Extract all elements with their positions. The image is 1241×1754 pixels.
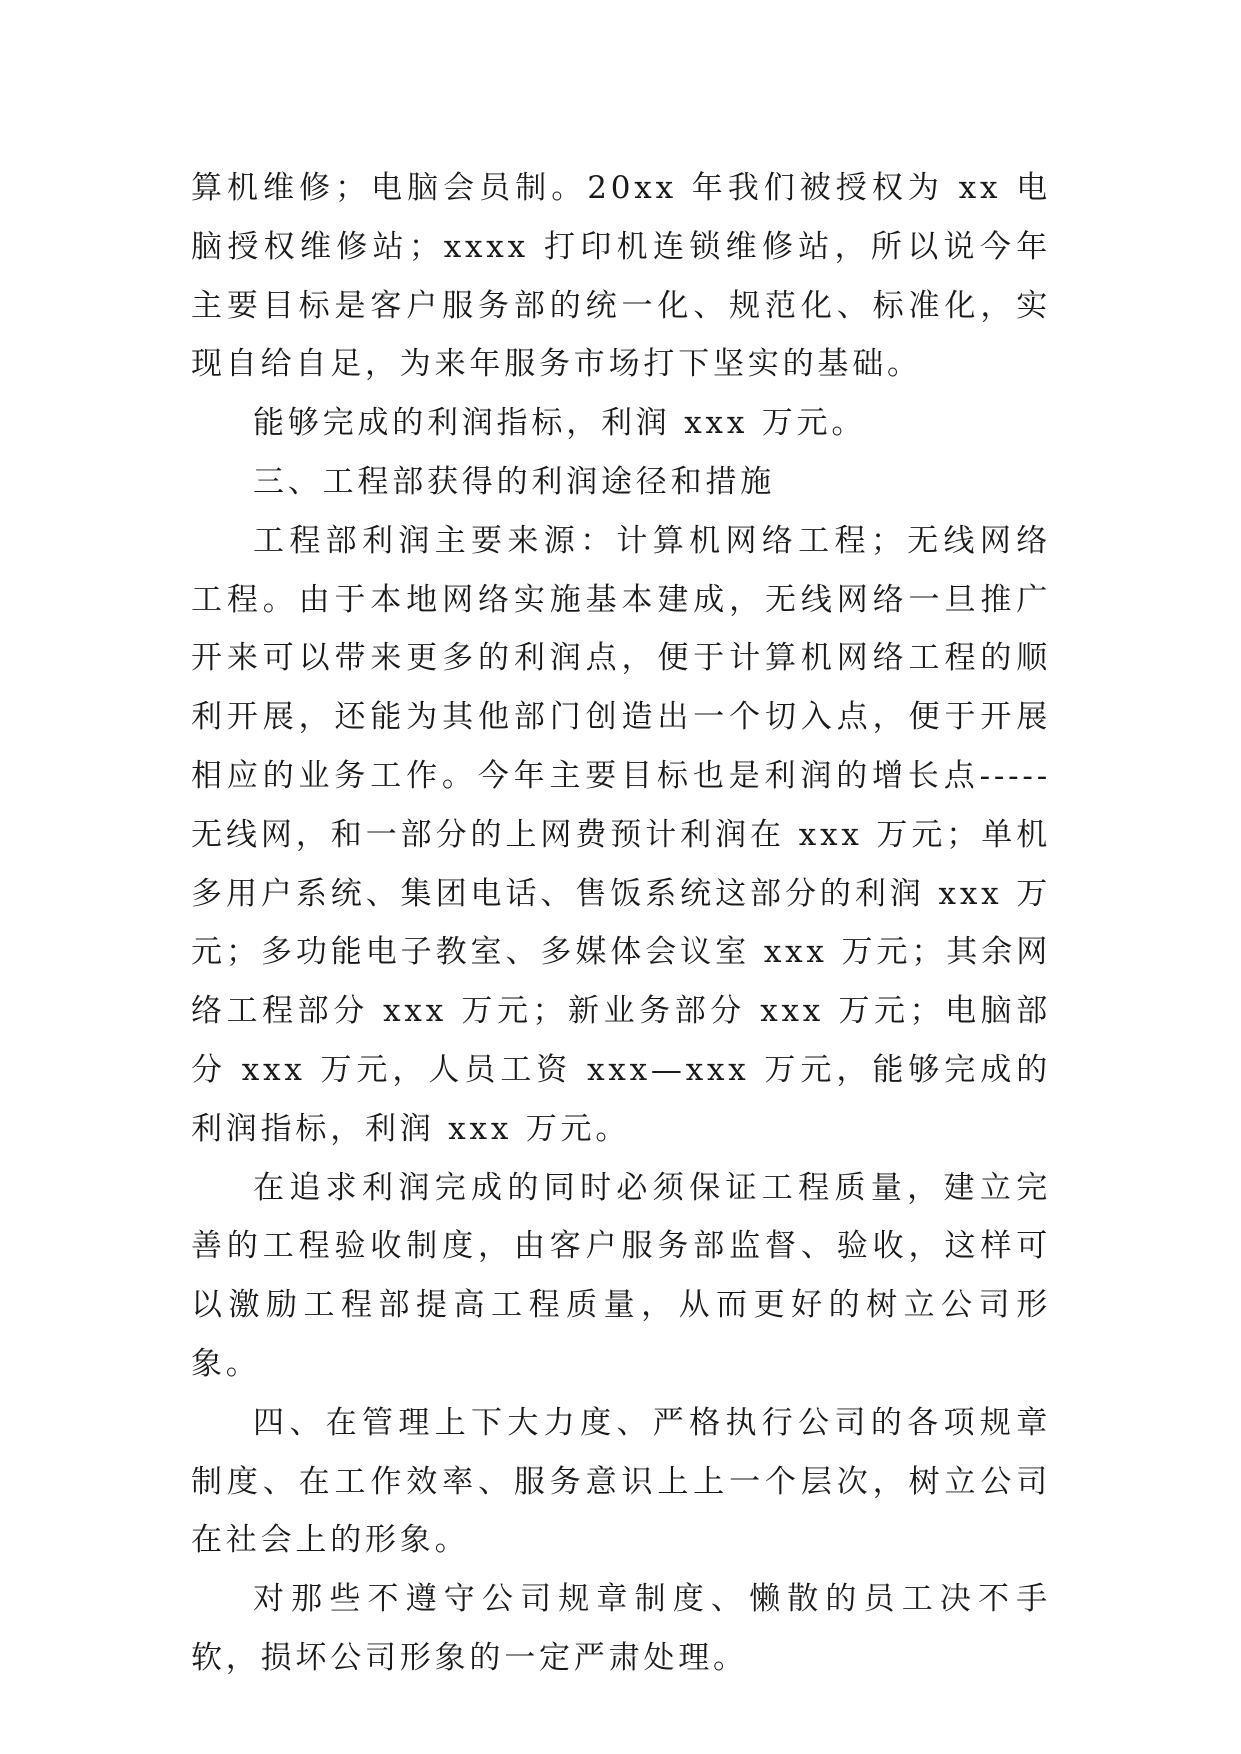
section-heading-engineering: 三、工程部获得的利润途径和措施 [253,463,775,500]
paragraph-engineering-profit: 工程部利润主要来源：计算机网络工程；无线网络工程。由于本地网络实施基本建成，无线网络一旦推广开来可以带来更多的利润点，便于计算机网络工程的顺利开展，还能为其他部门创造出一个切入点，便于开展相应的业务工作。今年主要目标也是利润的增长点-----无线网，和一部分的上网费预计利润在 xxx 万元；单机多用户系统、集团电话、售饭系统这部分的利润 xxx 万元；多功能电子教室、多媒体会议室 xxx 万元；其余网络工程部分 xxx 万元；新业务部分 xxx 万元；电脑部分 xxx 万元，人员工资 xxx—xxx 万元，能够完成的利润指标，利润 xxx 万元。 [191,522,1051,1147]
section-heading-management: 四、在管理上下大力度、严格执行公司的各项规章制度、在工作效率、服务意识上上一个层次，树立公司在社会上的形象。 [191,1404,1051,1559]
paragraph-quality: 在追求利润完成的同时必须保证工程质量，建立完善的工程验收制度，由客户服务部监督、验收，这样可以激励工程部提高工程质量，从而更好的树立公司形象。 [191,1169,1051,1382]
document-body [191,159,1051,1688]
paragraph-discipline: 对那些不遵守公司规章制度、懒散的员工决不手软，损坏公司形象的一定严肃处理。 [191,1581,1051,1676]
paragraph-profit-target: 能够完成的利润指标，利润 xxx 万元。 [253,405,867,442]
paragraph-continuation: 算机维修；电脑会员制。20xx 年我们被授权为 xx 电脑授权维修站；xxxx 打印机连锁维修站，所以说今年主要目标是客户服务部的统一化、规范化、标准化，实现自给自足，为来年服务市场打下坚实的基础。 [191,170,1051,383]
